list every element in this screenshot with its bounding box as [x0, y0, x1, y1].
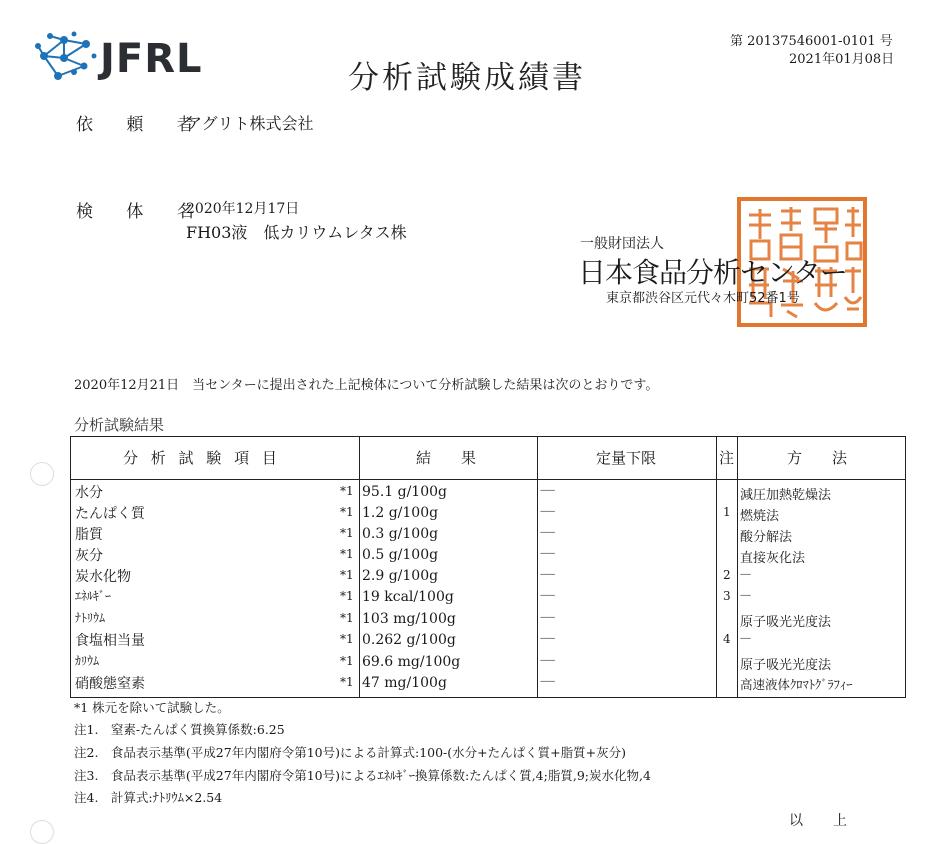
row-mark: *1 [340, 654, 354, 668]
scan-mark [30, 462, 54, 486]
row-item: たんぱく質 [75, 506, 145, 522]
note-item: *1 株元を除いて試験した。 [74, 700, 230, 715]
row-item: 食塩相当量 [75, 633, 145, 649]
results-table [70, 436, 906, 698]
sample-name: FH03液 低カリウムレタス株 [186, 223, 407, 242]
row-method: 原子吸光光度法 [740, 615, 832, 630]
row-method: ----- [740, 570, 751, 580]
row-note: 1 [723, 505, 731, 519]
row-method: 燃焼法 [740, 509, 780, 524]
row-limit: ------- [540, 570, 555, 580]
sample-date: 2020年12月17日 [186, 201, 300, 217]
row-item: 灰分 [75, 548, 103, 564]
sample-label: 検 体 名 [76, 202, 208, 222]
client-name: アグリト株式会社 [186, 114, 314, 133]
row-result: 69.6 mg/100g [362, 654, 461, 670]
header-result: 結 果 [416, 449, 477, 467]
row-method: 原子吸光光度法 [740, 658, 832, 673]
row-item: ﾅﾄﾘｳﾑ [75, 611, 106, 625]
document-date: 2021年01月08日 [789, 52, 895, 67]
row-result: 0.3 g/100g [362, 526, 439, 542]
row-result: 0.5 g/100g [362, 547, 439, 563]
row-result: 95.1 g/100g [362, 484, 447, 500]
column-divider [737, 437, 738, 697]
header-note: 注 [719, 449, 735, 467]
row-mark: *1 [340, 547, 354, 561]
row-result: 0.262 g/100g [362, 632, 456, 648]
row-mark: *1 [340, 526, 354, 540]
row-method: 減圧加熱乾燥法 [740, 488, 832, 503]
row-method: ----- [740, 634, 751, 644]
note-item: 注2. 食品表示基準(平成27年内閣府令第10号)による計算式:100-(水分+たんぱく質+脂質+灰分) [74, 745, 626, 760]
row-limit: ------- [540, 634, 555, 644]
row-result: 19 kcal/100g [362, 589, 454, 605]
document-number: 第 20137546001-0101 号 [730, 34, 893, 49]
molecule-icon [34, 28, 104, 88]
header-limit: 定量下限 [596, 449, 657, 467]
row-limit: ------- [540, 486, 555, 496]
row-result: 1.2 g/100g [362, 505, 439, 521]
header-method: 方 法 [787, 449, 848, 467]
row-item: 炭水化物 [75, 569, 131, 585]
note-item: 注4. 計算式:ﾅﾄﾘｳﾑ×2.54 [74, 790, 223, 805]
issuer-type: 一般財団法人 [580, 236, 664, 252]
row-note: 3 [723, 589, 731, 603]
row-method: 直接灰化法 [740, 551, 806, 566]
row-limit: ------- [540, 591, 555, 601]
client-label: 依 頼 者 [76, 115, 208, 135]
header-item: 分 析 試 験 項 目 [123, 449, 281, 467]
row-item: 脂質 [75, 527, 103, 543]
intro-text: 2020年12月21日 当センターに提出された上記検体について分析試験した結果は次のとおりです。 [74, 378, 659, 393]
row-method: 高速液体ｸﾛﾏﾄｸﾞﾗﾌｨｰ [740, 677, 853, 692]
closing-mark: 以上 [789, 813, 877, 829]
document-title: 分析試験成績書 [348, 60, 586, 96]
row-item: ｴﾈﾙｷﾞｰ [75, 589, 112, 603]
row-mark: *1 [340, 589, 354, 603]
issuer-address: 東京都渋谷区元代々木町52番1号 [606, 291, 800, 306]
row-mark: *1 [340, 484, 354, 498]
row-mark: *1 [340, 505, 354, 519]
row-item: 硝酸態窒素 [75, 676, 145, 692]
row-limit: ------- [540, 507, 555, 517]
row-limit: ------- [540, 656, 555, 666]
note-item: 注1. 窒素-たんぱく質換算係数:6.25 [74, 722, 285, 737]
row-method: ----- [740, 591, 751, 601]
column-divider [537, 437, 538, 697]
row-method: 酸分解法 [740, 530, 793, 545]
row-limit: ------- [540, 528, 555, 538]
column-divider [359, 437, 360, 697]
row-item: 水分 [75, 485, 103, 501]
logo-text: JFRL [100, 36, 203, 82]
row-result: 47 mg/100g [362, 675, 447, 691]
row-result: 2.9 g/100g [362, 568, 439, 584]
row-limit: ------- [540, 549, 555, 559]
row-item: ｶﾘｳﾑ [75, 654, 100, 668]
row-limit: ------- [540, 677, 555, 687]
results-heading: 分析試験結果 [74, 416, 165, 434]
row-result: 103 mg/100g [362, 611, 456, 627]
row-mark: *1 [340, 611, 354, 625]
row-mark: *1 [340, 632, 354, 646]
row-note: 4 [723, 632, 731, 646]
row-mark: *1 [340, 675, 354, 689]
jfrl-logo [34, 28, 214, 88]
scan-mark [30, 820, 54, 844]
issuer-name: 日本食品分析センター [578, 256, 847, 289]
note-item: 注3. 食品表示基準(平成27年内閣府令第10号)によるｴﾈﾙｷﾞｰ換算係数:たんぱく質,4;脂質,9;炭水化物,4 [74, 768, 651, 783]
row-mark: *1 [340, 568, 354, 582]
row-note: 2 [723, 568, 731, 582]
row-limit: ------- [540, 613, 555, 623]
header-divider [71, 479, 905, 480]
column-divider [716, 437, 717, 697]
